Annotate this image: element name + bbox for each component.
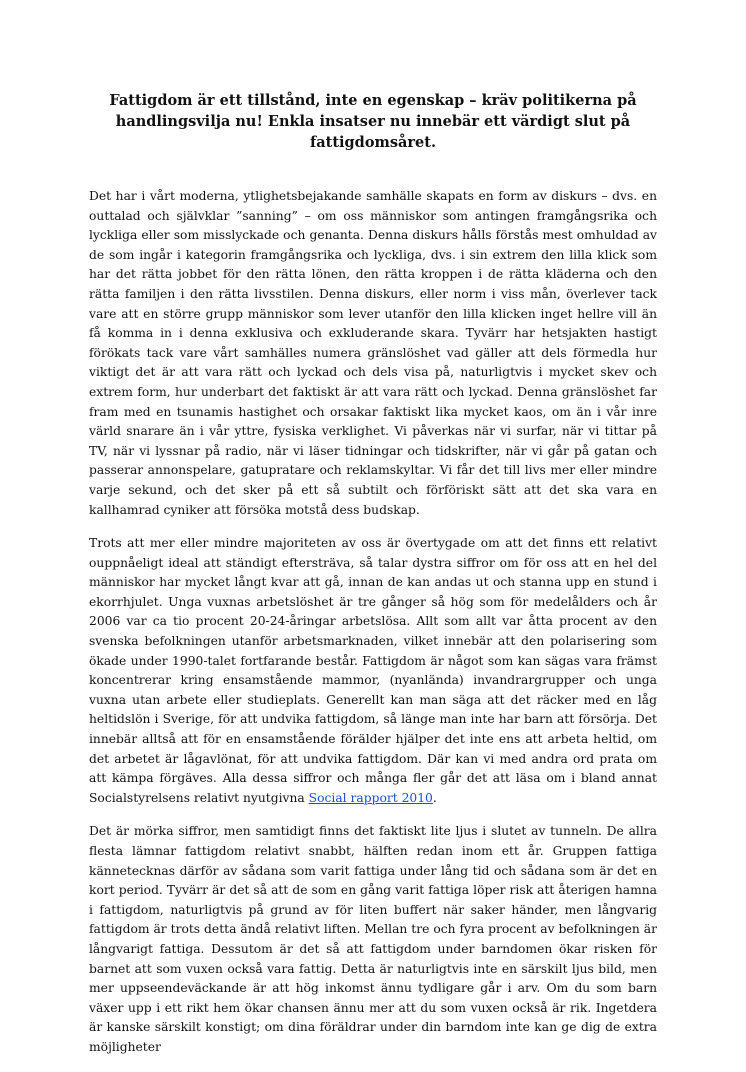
paragraph-2-text: Trots att mer eller mindre majoriteten av oss är övertygade om att det finns ett relativt ouppnåeligt ideal att ständigt eftersträva, så talar dystra siffror om för oss att en hel del människor har mycket långt kvar att gå, innan de kan andas ut och stanna upp en stund i ekorrhjulet. Unga vuxnas arbetslöshet är tre gånger så hög som för medelålders och år 2006 var ca tio procent 20-24-åringar arbetslösa. Allt som allt var åtta procent av den svenska befolkningen utanför arbetsmarknaden, vilket innebär att den polarisering som ökade under 1990-talet fortfarande består. Fattigdom är något som kan sägas vara främst koncentrerar kring ensamstående mammor, (nyanlända) invandrargrupper och unga vuxna utan arbete eller studieplats. Generellt kan man säga att det räcker med en låg heltidslön i Sverige, för att undvika fattigdom, så länge man inte har barn att försörja. Det innebär alltså att för en ensamstående förälder hjälper det inte ens att arbeta heltid, om det arbetet är lågavlönat, för att undvika fattigdom. Där kan vi med andra ord prata om att kämpa förgäves. Alla dessa siffror och många fler går det att läsa om i bland annat Socialstyrelsens relativt nyutgivna xyxy=(89,536,657,805)
paragraph-1: Det har i vårt moderna, ytlighetsbejakande samhälle skapats en form av diskurs – dvs. en outtalad och självklar ”sanning” – om oss människor som antingen framgångsrika och lyckliga eller som misslyckade och genanta. Denna diskurs hålls förstås mest omhuldad av de som ingår i kategorin framgångsrika och lyckliga, dvs. i sin extrem den lilla klick som har det rätta jobbet för den rätta lönen, den rätta kroppen i de rätta kläderna och den rätta familjen i den rätta livsstilen. Denna diskurs, eller norm i viss mån, överlever tack vare att en större grupp människor som lever utanför den lilla klicken inget hellre vill än få komma in i denna exklusiva och exkluderande skara. Tyvärr har hetsjakten hastigt förökats tack vare vårt samhälles numera gränslöshet vad gäller att dels förmedla hur viktigt det är att vara rätt och lyckad och dels visa på, naturligtvis i mycket skev och extrem form, hur underbart det faktiskt är att vara rätt och lyckad. Denna gränslöshet far fram med en tsunamis hastighet och orsakar faktiskt lika mycket kaos, om än i vår inre värld snarare än i vår yttre, fysiska verklighet. Vi påverkas när vi surfar, när vi tittar på TV, när vi lyssnar på radio, när vi läser tidningar och tidskrifter, när vi går på gatan och passerar annonspelare, gatupratare och reklamskyltar. Vi får det till livs mer eller mindre varje sekund, och det sker på ett så subtilt och förföriskt sätt att det ska vara en kallhamrad cyniker att försöka motstå dess budskap. xyxy=(89,189,657,517)
paragraph-2 xyxy=(89,534,657,808)
social-rapport-link[interactable]: Social rapport 2010 xyxy=(308,790,433,805)
paragraph-2-end: . xyxy=(432,790,437,805)
paragraph-3: Det är mörka siffror, men samtidigt finns det faktiskt lite ljus i slutet av tunneln. De allra flesta lämnar fattigdom relativt snabbt, hälften redan inom ett år. Gruppen fattiga kännetecknas därför av sådana som varit fattiga under lång tid och sådana som är det en kort period. Tyvärr är det så att de som en gång varit fattiga löper risk att återigen hamna i fattigdom, naturligtvis på grund av för liten buffert när saker händer, men långvarig fattigdom är trots detta ändå relativt liften. Mellan tre och fyra procent av befolkningen är långvarigt fattiga. Dessutom är det så att fattigdom under barndomen ökar risken för barnet att som vuxen också vara fattig. Detta är naturligtvis inte en särskilt ljus bild, men mer uppseendeväckande är att hög inkomst ännu tydligare går i arv. Om du som barn växer upp i ett rikt hem ökar chansen ännu mer att du som vuxen också är rik. Ingetdera är kanske särskilt konstigt; om dina föräldrar under din barndom inte kan ge dig de extra möjligheter xyxy=(89,824,657,1054)
document-body xyxy=(89,187,657,1072)
document-title: Fattigdom är ett tillstånd, inte en egenskap – kräv politikerna på handlingsvilja nu! Enkla insatser nu innebär ett värdigt slut på fattigdomsåret. xyxy=(109,92,637,151)
